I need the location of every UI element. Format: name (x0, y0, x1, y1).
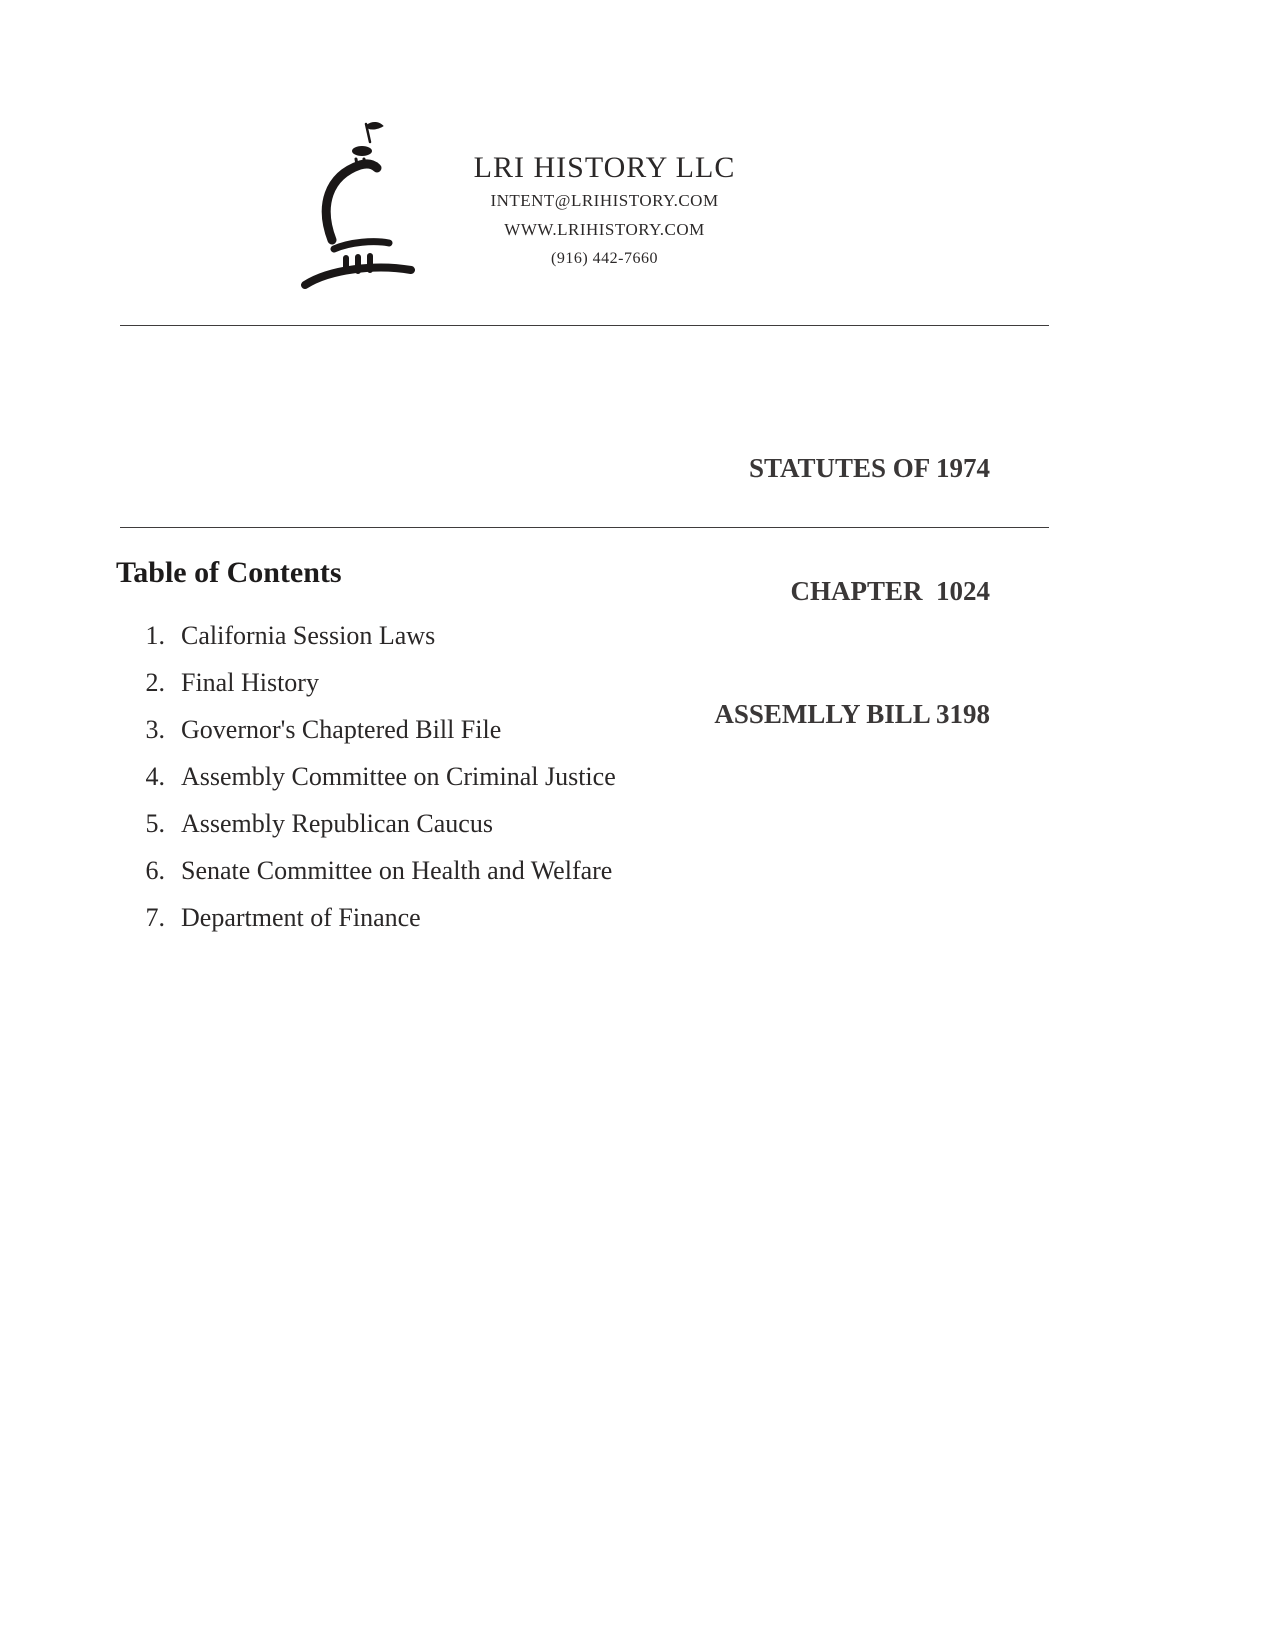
toc-item-label: Assembly Republican Caucus (181, 809, 493, 838)
toc-item (120, 763, 616, 790)
toc-heading: Table of Contents (116, 556, 342, 589)
toc-item (120, 669, 616, 696)
statute-title-block (714, 366, 990, 817)
company-name: LRI HISTORY LLC (473, 151, 736, 184)
toc-item (120, 904, 616, 931)
toc-item-label: Final History (181, 668, 319, 697)
toc-item (120, 622, 616, 649)
toc-item (120, 716, 616, 743)
toc-item-number: 6. (145, 856, 165, 885)
toc-item-number: 5. (145, 809, 165, 838)
toc-item-number: 7. (145, 903, 165, 932)
horizontal-rule-top (120, 325, 1049, 326)
toc-item-number: 2. (145, 668, 165, 697)
toc-item-label: California Session Laws (181, 621, 436, 650)
toc-item-number: 4. (145, 762, 165, 791)
chapter-line: CHAPTER 1024 (790, 576, 990, 606)
toc-item-label: Governor's Chaptered Bill File (181, 715, 502, 744)
toc-list (120, 622, 616, 951)
toc-item-label: Department of Finance (181, 903, 421, 932)
assembly-bill-line: ASSEMLLY BILL 3198 (714, 699, 990, 729)
toc-item-label: Senate Committee on Health and Welfare (181, 856, 613, 885)
toc-item-number: 3. (145, 715, 165, 744)
company-header (437, 150, 772, 273)
toc-item-number: 1. (145, 621, 165, 650)
horizontal-rule-bottom (120, 527, 1049, 528)
toc-item (120, 857, 616, 884)
company-website: WWW.LRIHISTORY.COM (504, 220, 705, 239)
statutes-year-line: STATUTES OF 1974 (748, 453, 990, 483)
toc-item (120, 810, 616, 837)
capitol-dome-logo-icon (290, 118, 440, 293)
company-phone: (916) 442-7660 (551, 250, 658, 267)
company-email: INTENT@LRIHISTORY.COM (490, 191, 719, 210)
toc-item-label: Assembly Committee on Criminal Justice (181, 762, 616, 791)
